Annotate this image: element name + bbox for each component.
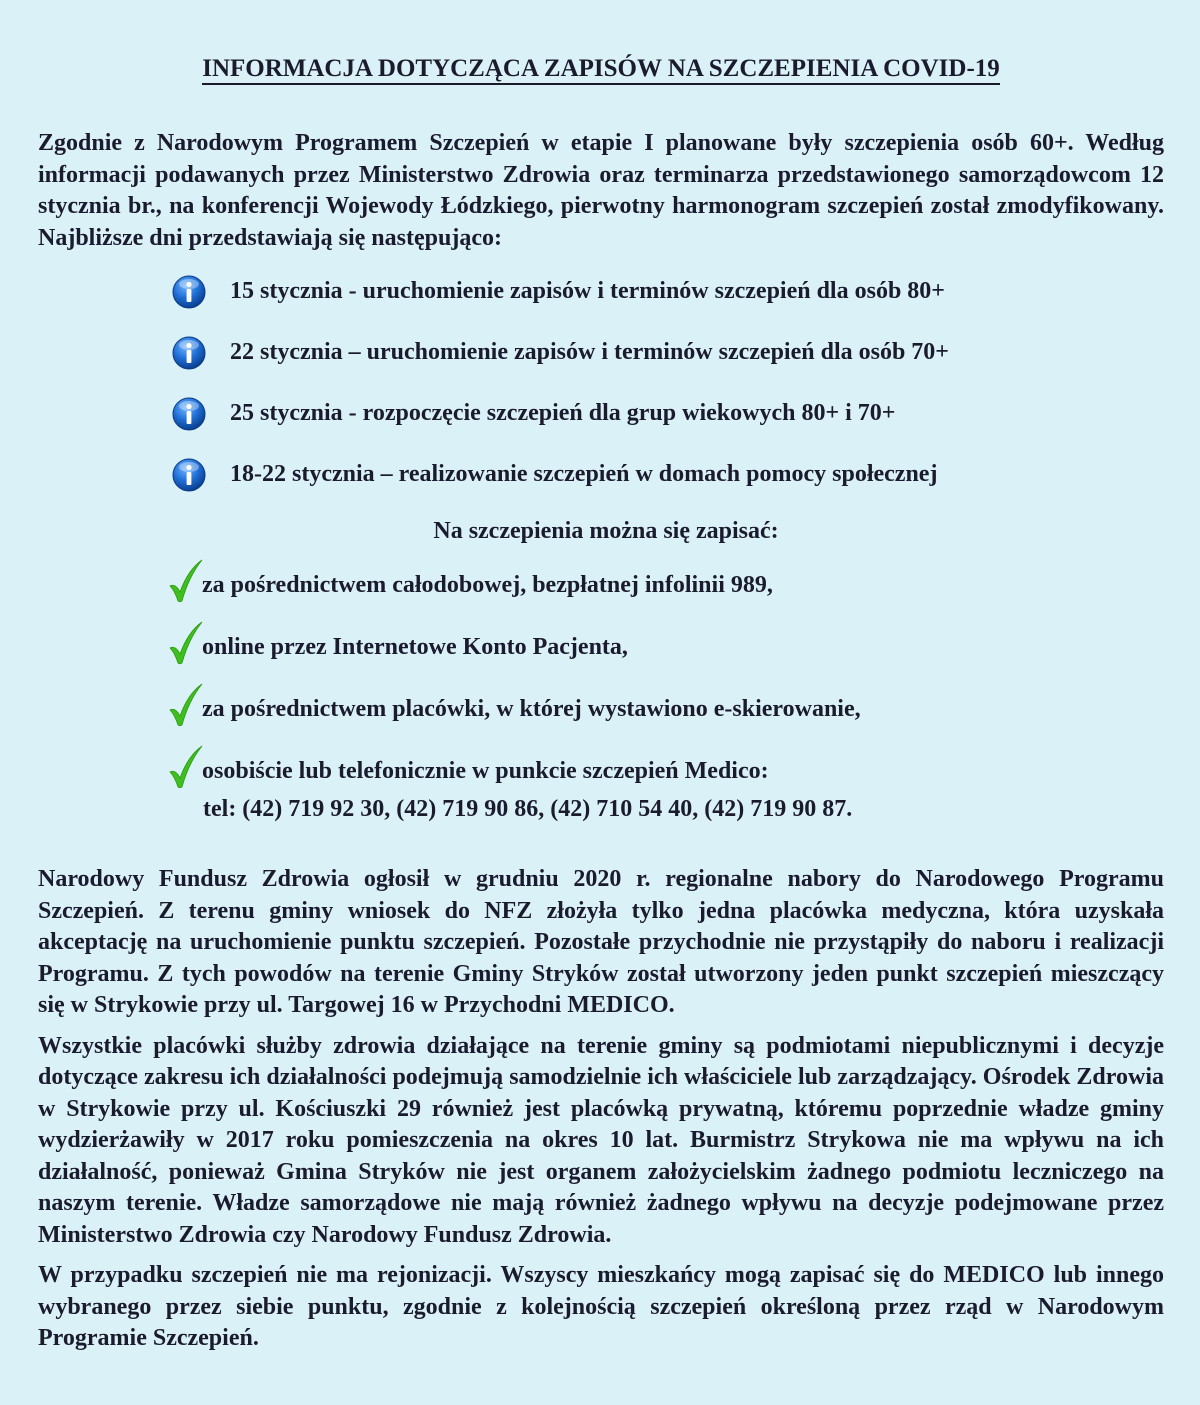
schedule-item-text: 22 stycznia – uruchomienie zapisów i terminów szczepień dla osób 70+ [230,339,949,365]
phone-numbers: tel: (42) 719 92 30, (42) 719 90 86, (42) 710 54 40, (42) 719 90 87. [203,796,853,822]
signup-method-item [168,746,1164,786]
info-icon [172,458,206,492]
checkmark-icon [168,682,204,728]
intro-paragraph: Zgodnie z Narodowym Programem Szczepień w etapie I planowane były szczepienia osób 60+. Według informacji podawanych przez Ministerstwo Zdrowia oraz terminarza przedstawionego samorządowcom 12 stycznia br., na konferencji Wojewody Łódzkiego, pierwotny harmonogram szczepień został zmodyfikowany. Najbliższe dni przedstawiają się następująco: [38,130,1164,251]
info-icon [172,397,206,431]
signup-method-item [168,684,1164,724]
document-title-text: INFORMACJA DOTYCZĄCA ZAPISÓW NA SZCZEPIENIA COVID-19 [202,55,1000,85]
signup-method-text: osobiście lub telefonicznie w punkcie szczepień Medico: [202,758,769,784]
checkmark-icon [168,620,204,666]
document-title [38,52,1164,86]
signup-method-text: online przez Internetowe Konto Pacjenta, [202,634,628,660]
checkmark-icon [168,744,204,790]
regions-paragraph: W przypadku szczepień nie ma rejonizacji. Wszyscy mieszkańcy mogą zapisać się do MEDICO lub innego wybranego przez siebie punktu, zgodnie z kolejnością szczepień określoną przez rząd w Narodowym Programie Szczepień. [38,1262,1164,1351]
schedule-item [172,394,1164,433]
signup-method-item [168,622,1164,662]
schedule-list [38,272,1164,494]
info-icon [172,275,206,309]
schedule-item [172,272,1164,311]
schedule-item-text: 15 stycznia - uruchomienie zapisów i terminów szczepień dla osób 80+ [230,278,945,304]
signup-method-item [168,560,1164,600]
facilities-paragraph: Wszystkie placówki służby zdrowia działające na terenie gminy są podmiotami niepublicznymi i decyzje dotyczące zakresu ich działalności podejmują samodzielnie ich właściciele lub zarządzający. Ośrodek Zdrowia w Strykowie przy ul. Kościuszki 29 również jest placówką prywatną, któremu poprzednie władze gminy wydzierżawiły w 2017 roku pomieszczenia na okres 10 lat. Burmistrz Strykowa nie ma wpływu na ich działalność, ponieważ Gmina Stryków nie jest organem założycielskim żadnego podmiotu leczniczego na naszym terenie. Władze samorządowe nie mają również żadnego wpływu na decyzje podejmowane przez Ministerstwo Zdrowia czy Narodowy Fundusz Zdrowia. [38,1032,1164,1248]
checkmark-icon [168,558,204,604]
schedule-item-text: 25 stycznia - rozpoczęcie szczepień dla grup wiekowych 80+ i 70+ [230,400,896,426]
signup-methods-list [38,560,1164,786]
signup-heading: Na szczepienia można się zapisać: [433,518,779,544]
signup-method-text: za pośrednictwem całodobowej, bezpłatnej infolinii 989, [202,572,773,598]
signup-method-text: za pośrednictwem placówki, w której wystawiono e-skierowanie, [202,696,861,722]
schedule-item [172,455,1164,494]
schedule-item [172,333,1164,372]
schedule-item-text: 18-22 stycznia – realizowanie szczepień w domach pomocy społecznej [230,461,938,487]
nfz-paragraph: Narodowy Fundusz Zdrowia ogłosił w grudniu 2020 r. regionalne nabory do Narodowego Programu Szczepień. Z terenu gminy wniosek do NFZ złożyła tylko jedna placówka medyczna, która uzyskała akceptację na uruchomienie punktu szczepień. Pozostałe przychodnie nie przystąpiły do naboru i realizacji Programu. Z tych powodów na terenie Gminy Stryków został utworzony jeden punkt szczepień mieszczący się w Strykowie przy ul. Targowej 16 w Przychodni MEDICO. [38,866,1164,1018]
info-icon [172,336,206,370]
